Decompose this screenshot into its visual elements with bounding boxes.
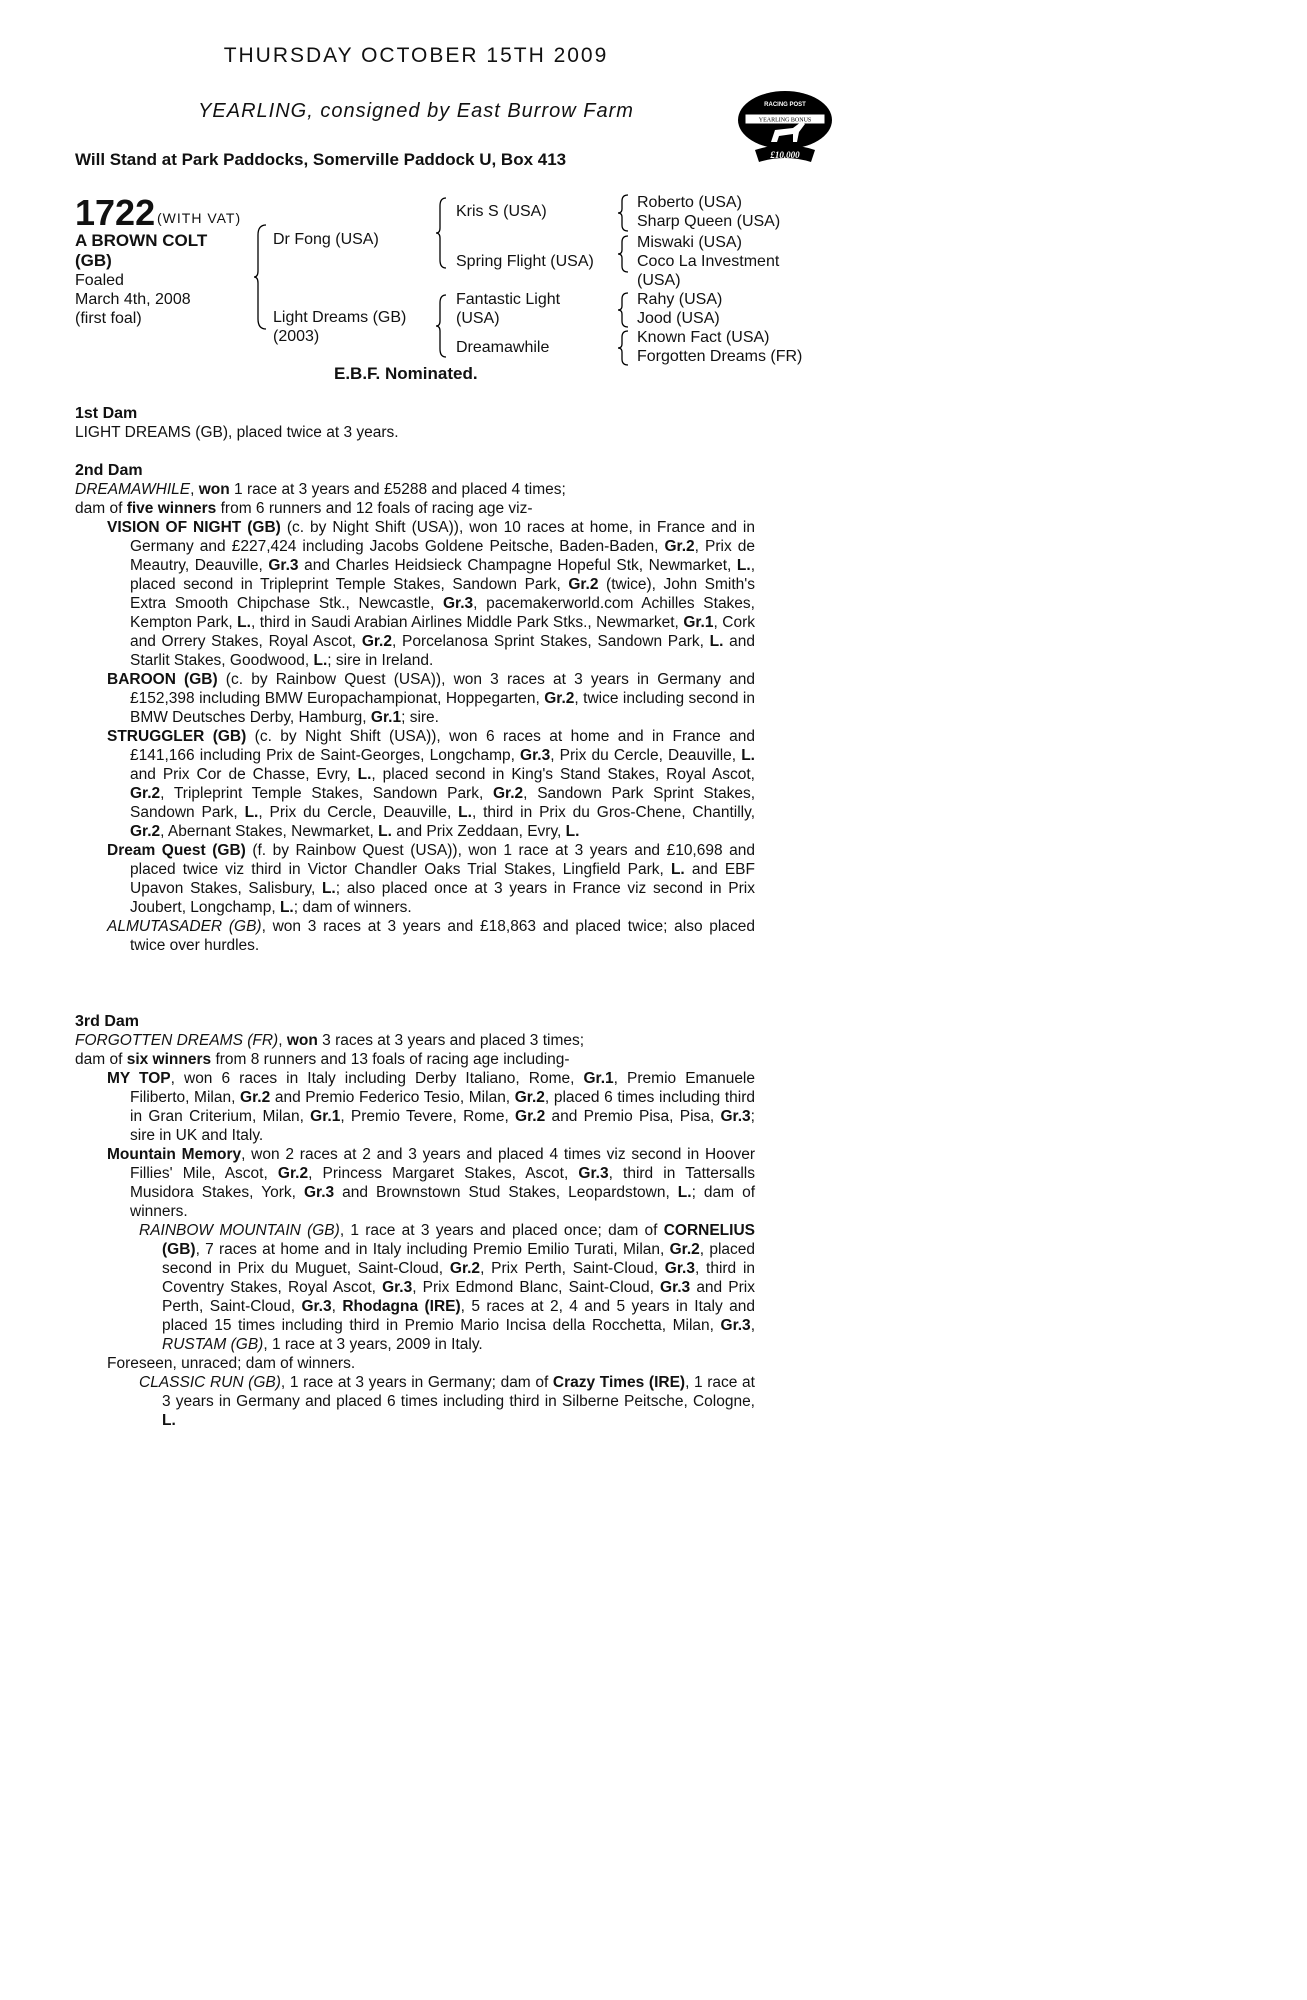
pedigree-brace-dam	[436, 295, 448, 357]
ebf-nominated: E.B.F. Nominated.	[334, 364, 478, 383]
produce-entry: Dream Quest (GB) (f. by Rainbow Quest (USA)), won 1 race at 3 years and £10,698 and placed twice viz third in Victor Chandler Oaks Trial Stakes, Lingfield Park, L. and EBF Upavon Stakes, Salisbury, L.; also placed once at 3 years in France viz second in Prix Joubert, Longchamp, L.; dam of winners.	[107, 842, 755, 916]
svg-text:RACING POST: RACING POST	[764, 102, 806, 108]
third-dam-intro: FORGOTTEN DREAMS (FR), won 3 races at 3 years and placed 3 times;	[75, 1032, 585, 1049]
produce-entry: ALMUTASADER (GB), won 3 races at 3 years and £18,863 and placed twice; also placed twice over hurdles.	[107, 918, 755, 954]
second-dam-produce: dam of five winners from 6 runners and 12 foals of racing age viz-	[75, 500, 533, 517]
svg-text:YEARLING BONUS: YEARLING BONUS	[758, 117, 812, 124]
pedigree-brace-main	[254, 225, 268, 329]
produce-entry: Foreseen, unraced; dam of winners.	[107, 1355, 356, 1372]
dam: Light Dreams (GB) (2003)	[273, 309, 407, 345]
second-dam-heading: 2nd Dam	[75, 462, 143, 479]
stand-location: Will Stand at Park Paddocks, Somerville Paddock U, Box 413	[75, 150, 567, 169]
g-rahy: Rahy (USA)	[637, 291, 723, 308]
third-dam-section	[75, 1012, 755, 1430]
dam-sire: Fantastic Light (USA)	[456, 291, 561, 327]
produce-entry: MY TOP, won 6 races in Italy including Derby Italiano, Rome, Gr.1, Premio Emanuele Filiberto, Milan, Gr.2 and Premio Federico Tesio, Milan, Gr.2, placed 6 times including third in Gran Criterium, Milan, Gr.1, Premio Tevere, Rome, Gr.2 and Premio Pisa, Pisa, Gr.3; sire in UK and Italy.	[107, 1070, 755, 1144]
second-dam-section	[75, 461, 755, 955]
produce-entry: CLASSIC RUN (GB), 1 race at 3 years in Germany; dam of Crazy Times (IRE), 1 race at 3 years in Germany and placed 6 times including third in Silberne Peitsche, Cologne, L.	[139, 1374, 755, 1429]
g-coco-la-investment: Coco La Investment (USA)	[637, 253, 780, 289]
colt-description: A BROWN COLT (GB)	[75, 231, 208, 270]
pedigree-brace-g3	[618, 293, 630, 327]
sire-dam: Spring Flight (USA)	[456, 253, 594, 270]
third-dam-produce: dam of six winners from 8 runners and 13 foals of racing age including-	[75, 1051, 570, 1068]
foaling-info: Foaled March 4th, 2008 (first foal)	[75, 272, 191, 327]
pedigree-brace-g2	[618, 236, 630, 272]
consignment-subtitle: YEARLING, consigned by East Burrow Farm	[198, 100, 634, 122]
pedigree-brace-sire	[436, 198, 448, 268]
first-dam-section	[75, 404, 755, 442]
third-dam-heading: 3rd Dam	[75, 1013, 140, 1030]
produce-entry: BAROON (GB) (c. by Rainbow Quest (USA)), won 3 races at 3 years in Germany and £152,398 including BMW Europachampionat, Hoppegarten, Gr.2, twice including second in BMW Deutsches Derby, Hamburg, Gr.1; sire.	[107, 671, 755, 726]
svg-text:£10,000: £10,000	[770, 150, 800, 160]
produce-entry: Mountain Memory, won 2 races at 2 and 3 years and placed 4 times viz second in Hoover Fillies' Mile, Ascot, Gr.2, Princess Margaret Stakes, Ascot, Gr.3, third in Tattersalls Musidora Stakes, York, Gr.3 and Brownstown Stud Stakes, Leopardstown, L.; dam of winners.	[107, 1146, 755, 1220]
first-dam-text: LIGHT DREAMS (GB), placed twice at 3 years.	[75, 424, 399, 441]
pedigree-brace-g1	[618, 195, 630, 231]
g-sharp-queen: Sharp Queen (USA)	[637, 213, 781, 230]
lot-vat: (WITH VAT)	[157, 210, 242, 226]
sire: Dr Fong (USA)	[273, 231, 379, 248]
produce-entry: VISION OF NIGHT (GB) (c. by Night Shift (USA)), won 10 races at home, in France and in Germany and £227,424 including Jacobs Goldene Peitsche, Baden-Baden, Gr.2, Prix de Meautry, Deauville, Gr.3 and Charles Heidsieck Champagne Hopeful Stk, Newmarket, L., placed second in Tripleprint Temple Stakes, Sandown Park, Gr.2 (twice), John Smith's Extra Smooth Chipchase Stk., Newcastle, Gr.3, pacemakerworld.com Achilles Stakes, Kempton Park, L., third in Saudi Arabian Airlines Middle Park Stks., Newmarket, Gr.1, Cork and Orrery Stakes, Royal Ascot, Gr.2, Porcelanosa Sprint Stakes, Sandown Park, L. and Starlit Stakes, Goodwood, L.; sire in Ireland.	[107, 519, 755, 669]
g-roberto: Roberto (USA)	[637, 194, 742, 211]
g-miswaki: Miswaki (USA)	[637, 234, 742, 251]
first-dam-heading: 1st Dam	[75, 405, 138, 422]
dam-dam: Dreamawhile	[456, 339, 550, 356]
pedigree-brace-g4	[618, 331, 630, 365]
g-jood: Jood (USA)	[637, 310, 720, 327]
lot-number: 1722	[75, 192, 156, 233]
second-dam-intro: DREAMAWHILE, won 1 race at 3 years and £5288 and placed 4 times;	[75, 481, 566, 498]
sale-date: THURSDAY OCTOBER 15TH 2009	[223, 44, 609, 67]
g-known-fact: Known Fact (USA)	[637, 329, 770, 346]
g-forgotten-dreams: Forgotten Dreams (FR)	[637, 348, 803, 365]
yearling-bonus-badge	[735, 90, 835, 168]
produce-entry: RAINBOW MOUNTAIN (GB), 1 race at 3 years and placed once; dam of CORNELIUS (GB), 7 races at home and in Italy including Premio Emilio Turati, Milan, Gr.2, placed second in Prix du Muguet, Saint-Cloud, Gr.2, Prix Perth, Saint-Cloud, Gr.3, third in Coventry Stakes, Royal Ascot, Gr.3, Prix Edmond Blanc, Saint-Cloud, Gr.3 and Prix Perth, Saint-Cloud, Gr.3, Rhodagna (IRE), 5 races at 2, 4 and 5 years in Italy and placed 15 times including third in Premio Mario Incisa della Rocchetta, Milan, Gr.3, RUSTAM (GB), 1 race at 3 years, 2009 in Italy.	[139, 1222, 756, 1353]
produce-entry: STRUGGLER (GB) (c. by Night Shift (USA)), won 6 races at home and in France and £141,166 including Prix de Saint-Georges, Longchamp, Gr.3, Prix du Cercle, Deauville, L. and Prix Cor de Chasse, Evry, L., placed second in King's Stand Stakes, Royal Ascot, Gr.2, Tripleprint Temple Stakes, Sandown Park, Gr.2, Sandown Park Sprint Stakes, Sandown Park, L., Prix du Cercle, Deauville, L., third in Prix du Gros-Chene, Chantilly, Gr.2, Abernant Stakes, Newmarket, L. and Prix Zeddaan, Evry, L.	[107, 728, 756, 840]
sire-sire: Kris S (USA)	[456, 203, 547, 220]
